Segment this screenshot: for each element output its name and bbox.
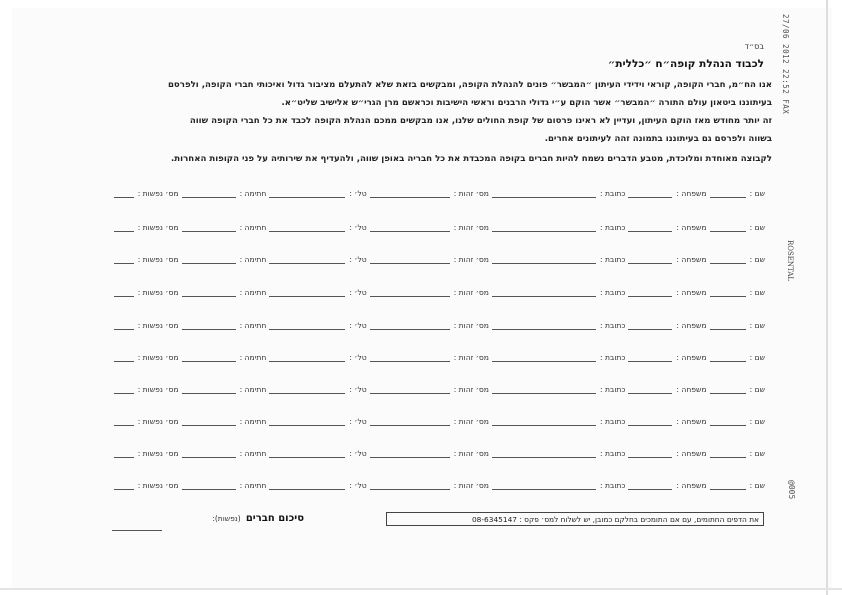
address-label: כתובת :: [599, 481, 626, 490]
household-size-label: מס׳ נפשות :: [137, 353, 179, 362]
first-name-blank[interactable]: [710, 223, 746, 232]
address-blank[interactable]: [492, 223, 596, 232]
phone-field: [267, 223, 367, 232]
phone-blank[interactable]: [269, 288, 345, 297]
id-number-blank[interactable]: [370, 255, 450, 264]
household-size-label: מס׳ נפשות :: [137, 417, 179, 426]
household-size-blank[interactable]: [114, 321, 134, 330]
family-name-label: משפחה :: [676, 321, 707, 330]
signature-field: [180, 385, 268, 394]
phone-label: טל׳ :: [349, 288, 367, 297]
family-name-field: [626, 223, 707, 232]
address-field: [490, 385, 626, 394]
members-total: [108, 506, 304, 525]
phone-blank[interactable]: [269, 255, 345, 264]
first-name-field: [708, 385, 766, 394]
signature-label: חתימה :: [239, 481, 267, 490]
letter-paragraph-4: [545, 134, 772, 145]
first-name-field: [708, 353, 766, 362]
phone-blank[interactable]: [269, 449, 345, 458]
phone-label: טל׳ :: [349, 481, 367, 490]
fax-instructions-text: את הדפים החתומים, עם אם התומכים בחלקם כמובן, יש לשלוח למס׳ פקס : 08-6345147: [471, 515, 759, 524]
family-name-blank[interactable]: [628, 321, 672, 330]
id-number-blank[interactable]: [370, 385, 450, 394]
signature-blank[interactable]: [182, 353, 236, 362]
id-number-field: [368, 189, 490, 198]
signature-label: חתימה :: [239, 449, 267, 458]
first-name-blank[interactable]: [710, 417, 746, 426]
phone-field: [267, 321, 367, 330]
family-name-label: משפחה :: [676, 481, 707, 490]
household-size-field: [112, 385, 180, 394]
phone-field: [267, 449, 367, 458]
first-name-label: שם :: [749, 189, 765, 198]
family-name-field: [626, 255, 707, 264]
signature-field: [180, 417, 268, 426]
first-name-field: [708, 417, 766, 426]
letter-paragraph-5: [171, 154, 772, 165]
household-size-blank[interactable]: [114, 481, 134, 490]
id-number-field: [368, 255, 490, 264]
household-size-field: [112, 449, 180, 458]
address-blank[interactable]: [492, 481, 596, 490]
signature-label: חתימה :: [239, 353, 267, 362]
phone-label: טל׳ :: [349, 255, 367, 264]
signature-label: חתימה :: [239, 288, 267, 297]
letter-paragraph-1: [168, 80, 772, 91]
signature-blank[interactable]: [182, 321, 236, 330]
address-label: כתובת :: [599, 449, 626, 458]
page-edge-right: [826, 0, 828, 595]
household-size-blank[interactable]: [114, 288, 134, 297]
family-name-field: [626, 321, 707, 330]
form-sheet: [12, 8, 832, 588]
fax-instructions-box: [386, 512, 764, 526]
address-blank[interactable]: [492, 449, 596, 458]
id-number-label: מס׳ זהות :: [453, 449, 489, 458]
family-name-field: [626, 481, 707, 490]
address-field: [490, 353, 626, 362]
first-name-label: שם :: [749, 288, 765, 297]
household-size-blank[interactable]: [114, 189, 134, 198]
household-size-blank[interactable]: [114, 449, 134, 458]
fax-stamp-text: 27/06 2012 22:52 FAX: [781, 14, 790, 115]
first-name-blank[interactable]: [710, 385, 746, 394]
household-size-blank[interactable]: [114, 385, 134, 394]
first-name-field: [708, 449, 766, 458]
phone-field: [267, 189, 367, 198]
page-number-text: @005: [787, 480, 796, 500]
signature-label: חתימה :: [239, 255, 267, 264]
first-name-blank[interactable]: [710, 481, 746, 490]
address-blank[interactable]: [492, 385, 596, 394]
address-field: [490, 288, 626, 297]
fax-page-number: [786, 480, 800, 520]
first-name-field: [708, 255, 766, 264]
family-name-label: משפחה :: [676, 417, 707, 426]
phone-label: טל׳ :: [349, 353, 367, 362]
address-blank[interactable]: [492, 288, 596, 297]
signature-label: חתימה :: [239, 189, 267, 198]
address-label: כתובת :: [599, 385, 626, 394]
letter-paragraph-5-text: לקבוצה מאוחדת ומלוכדת, מטבע הדברים נשמח להיות חברים בקופה המכבדת את כל חבריה באופן שווה, ולהעדיף את שירותיה על פני הקופות האחרות.: [171, 154, 772, 164]
signature-field: [180, 321, 268, 330]
id-number-blank[interactable]: [370, 481, 450, 490]
signup-row: [44, 478, 766, 490]
family-name-blank[interactable]: [628, 255, 672, 264]
id-number-label: מס׳ זהות :: [453, 481, 489, 490]
letter-paragraph-3-text: זה יותר מחודש מאז הוקם העיתון, ועדיין לא ראינו פרסום של קופת החולים שלנו, אנו מבקשים ממכם הנהלת הקופה לכבד את כל חברי הקופה שווה: [189, 116, 772, 126]
signature-blank[interactable]: [182, 255, 236, 264]
household-size-blank[interactable]: [114, 417, 134, 426]
phone-field: [267, 255, 367, 264]
signature-blank[interactable]: [182, 449, 236, 458]
family-name-label: משפחה :: [676, 255, 707, 264]
address-field: [490, 417, 626, 426]
address-blank[interactable]: [492, 321, 596, 330]
letter-paragraph-3: [190, 116, 772, 127]
letter-paragraph-2-text: בעיתוננו ביטאון עולם התורה ״המבשר״ אשר הוקם ע״י גדולי הרבנים וראשי הישיבות וכראשם מרן הגרי״ש אלישיב שליט״א.: [281, 98, 772, 108]
household-size-field: [112, 417, 180, 426]
first-name-field: [708, 189, 766, 198]
household-size-blank[interactable]: [114, 255, 134, 264]
household-size-label: מס׳ נפשות :: [137, 385, 179, 394]
family-name-field: [626, 189, 707, 198]
household-size-label: מס׳ נפשות :: [137, 449, 179, 458]
first-name-blank[interactable]: [710, 189, 746, 198]
id-number-blank[interactable]: [370, 321, 450, 330]
family-name-field: [626, 288, 707, 297]
id-number-blank[interactable]: [370, 353, 450, 362]
first-name-field: [708, 321, 766, 330]
members-total-line[interactable]: [112, 530, 162, 531]
address-label: כתובת :: [599, 223, 626, 232]
household-size-blank[interactable]: [114, 353, 134, 362]
first-name-blank[interactable]: [710, 353, 746, 362]
address-label: כתובת :: [599, 417, 626, 426]
signature-blank[interactable]: [182, 189, 236, 198]
family-name-label: משפחה :: [676, 385, 707, 394]
address-label: כתובת :: [599, 353, 626, 362]
signature-label: חתימה :: [239, 321, 267, 330]
family-name-blank[interactable]: [628, 353, 672, 362]
first-name-label: שם :: [749, 223, 765, 232]
household-size-blank[interactable]: [114, 223, 134, 232]
phone-blank[interactable]: [269, 481, 345, 490]
family-name-blank[interactable]: [628, 481, 672, 490]
family-name-label: משפחה :: [676, 288, 707, 297]
id-number-label: מס׳ זהות :: [453, 189, 489, 198]
signup-row: [44, 446, 766, 458]
signature-field: [180, 481, 268, 490]
first-name-label: שם :: [749, 417, 765, 426]
phone-label: טל׳ :: [349, 223, 367, 232]
first-name-blank[interactable]: [710, 255, 746, 264]
first-name-label: שם :: [749, 255, 765, 264]
family-name-label: משפחה :: [676, 223, 707, 232]
signature-blank[interactable]: [182, 417, 236, 426]
signup-row: [44, 382, 766, 394]
id-number-field: [368, 223, 490, 232]
family-name-label: משפחה :: [676, 189, 707, 198]
id-number-blank[interactable]: [370, 449, 450, 458]
signup-row: [44, 186, 766, 198]
first-name-field: [708, 223, 766, 232]
family-name-blank[interactable]: [628, 449, 672, 458]
id-number-label: מס׳ זהות :: [453, 223, 489, 232]
phone-blank[interactable]: [269, 385, 345, 394]
signup-row: [44, 252, 766, 264]
signature-field: [180, 449, 268, 458]
address-blank[interactable]: [492, 417, 596, 426]
signup-row: [44, 220, 766, 232]
bsd-mark: בס״ד: [744, 42, 764, 51]
family-name-blank[interactable]: [628, 189, 672, 198]
letter-paragraph-4-text: בשווה ולפרסם גם בעיתוננו בתמונה זהה לעיתונים אחרים.: [544, 134, 772, 144]
family-name-field: [626, 417, 707, 426]
address-field: [490, 481, 626, 490]
address-blank[interactable]: [492, 353, 596, 362]
family-name-blank[interactable]: [628, 288, 672, 297]
family-name-blank[interactable]: [628, 223, 672, 232]
first-name-field: [708, 481, 766, 490]
members-total-sub: (נפשות):: [212, 514, 241, 523]
first-name-label: שם :: [749, 353, 765, 362]
first-name-blank[interactable]: [710, 321, 746, 330]
phone-field: [267, 288, 367, 297]
family-name-field: [626, 385, 707, 394]
first-name-label: שם :: [749, 385, 765, 394]
id-number-blank[interactable]: [370, 288, 450, 297]
household-size-label: מס׳ נפשות :: [137, 223, 179, 232]
household-size-field: [112, 481, 180, 490]
id-number-field: [368, 321, 490, 330]
members-total-title: סיכום חברים: [245, 513, 304, 524]
household-size-field: [112, 321, 180, 330]
id-number-blank[interactable]: [370, 223, 450, 232]
household-size-field: [112, 255, 180, 264]
address-field: [490, 449, 626, 458]
signup-row: [44, 318, 766, 330]
signature-label: חתימה :: [239, 385, 267, 394]
page-edge-bottom: [0, 588, 842, 590]
family-name-field: [626, 353, 707, 362]
id-number-blank[interactable]: [370, 189, 450, 198]
id-number-field: [368, 353, 490, 362]
signature-field: [180, 189, 268, 198]
household-size-field: [112, 189, 180, 198]
signature-field: [180, 223, 268, 232]
id-number-label: מס׳ זהות :: [453, 321, 489, 330]
phone-field: [267, 417, 367, 426]
letter-paragraph-2: [282, 98, 772, 109]
id-number-blank[interactable]: [370, 417, 450, 426]
phone-blank[interactable]: [269, 417, 345, 426]
phone-label: טל׳ :: [349, 385, 367, 394]
phone-blank[interactable]: [269, 223, 345, 232]
phone-field: [267, 481, 367, 490]
first-name-label: שם :: [749, 449, 765, 458]
address-label: כתובת :: [599, 255, 626, 264]
first-name-label: שם :: [749, 481, 765, 490]
household-size-field: [112, 353, 180, 362]
address-label: כתובת :: [599, 189, 626, 198]
address-blank[interactable]: [492, 189, 596, 198]
signature-field: [180, 255, 268, 264]
id-number-field: [368, 385, 490, 394]
phone-label: טל׳ :: [349, 449, 367, 458]
household-size-field: [112, 223, 180, 232]
family-name-field: [626, 449, 707, 458]
signature-label: חתימה :: [239, 223, 267, 232]
household-size-label: מס׳ נפשות :: [137, 321, 179, 330]
signup-row: [44, 285, 766, 297]
phone-blank[interactable]: [269, 189, 345, 198]
id-number-label: מס׳ זהות :: [453, 385, 489, 394]
first-name-label: שם :: [749, 321, 765, 330]
phone-label: טל׳ :: [349, 417, 367, 426]
signature-blank[interactable]: [182, 288, 236, 297]
id-number-field: [368, 449, 490, 458]
address-field: [490, 321, 626, 330]
signature-blank[interactable]: [182, 223, 236, 232]
family-name-label: משפחה :: [676, 353, 707, 362]
first-name-field: [708, 288, 766, 297]
id-number-label: מס׳ זהות :: [453, 353, 489, 362]
id-number-label: מס׳ זהות :: [453, 417, 489, 426]
signature-field: [180, 288, 268, 297]
family-name-blank[interactable]: [628, 385, 672, 394]
id-number-field: [368, 481, 490, 490]
address-field: [490, 189, 626, 198]
first-name-blank[interactable]: [710, 288, 746, 297]
id-number-field: [368, 288, 490, 297]
address-label: כתובת :: [599, 321, 626, 330]
signup-row: [44, 350, 766, 362]
letter-paragraph-1-text: אנו הח״מ, חברי הקופה, קוראי וידידי העיתון ״המבשר״ פונים להנהלת הקופה, ומבקשים בזאת שלא להתעלם מציבור גדול ואיכותי חברי הקופה, ולפרסם: [167, 80, 772, 90]
phone-field: [267, 385, 367, 394]
address-blank[interactable]: [492, 255, 596, 264]
household-size-label: מס׳ נפשות :: [137, 255, 179, 264]
household-size-field: [112, 288, 180, 297]
phone-blank[interactable]: [269, 321, 345, 330]
household-size-label: מס׳ נפשות :: [137, 189, 179, 198]
signature-field: [180, 353, 268, 362]
first-name-blank[interactable]: [710, 449, 746, 458]
signup-row: [44, 414, 766, 426]
address-label: כתובת :: [599, 288, 626, 297]
phone-label: טל׳ :: [349, 189, 367, 198]
family-name-blank[interactable]: [628, 417, 672, 426]
household-size-label: מס׳ נפשות :: [137, 481, 179, 490]
address-field: [490, 223, 626, 232]
phone-label: טל׳ :: [349, 321, 367, 330]
phone-field: [267, 353, 367, 362]
id-number-label: מס׳ זהות :: [453, 255, 489, 264]
id-number-field: [368, 417, 490, 426]
fax-header-stamp: [768, 14, 798, 122]
letter-addressee: לכבוד הנהלת קופה״ח ״כללית״: [607, 58, 764, 70]
address-field: [490, 255, 626, 264]
phone-blank[interactable]: [269, 353, 345, 362]
household-size-label: מס׳ נפשות :: [137, 288, 179, 297]
id-number-label: מס׳ זהות :: [453, 288, 489, 297]
signature-blank[interactable]: [182, 385, 236, 394]
signature-label: חתימה :: [239, 417, 267, 426]
fax-side-name: [784, 240, 798, 300]
side-name-text: ROSENTAL: [786, 240, 794, 282]
signature-blank[interactable]: [182, 481, 236, 490]
family-name-label: משפחה :: [676, 449, 707, 458]
